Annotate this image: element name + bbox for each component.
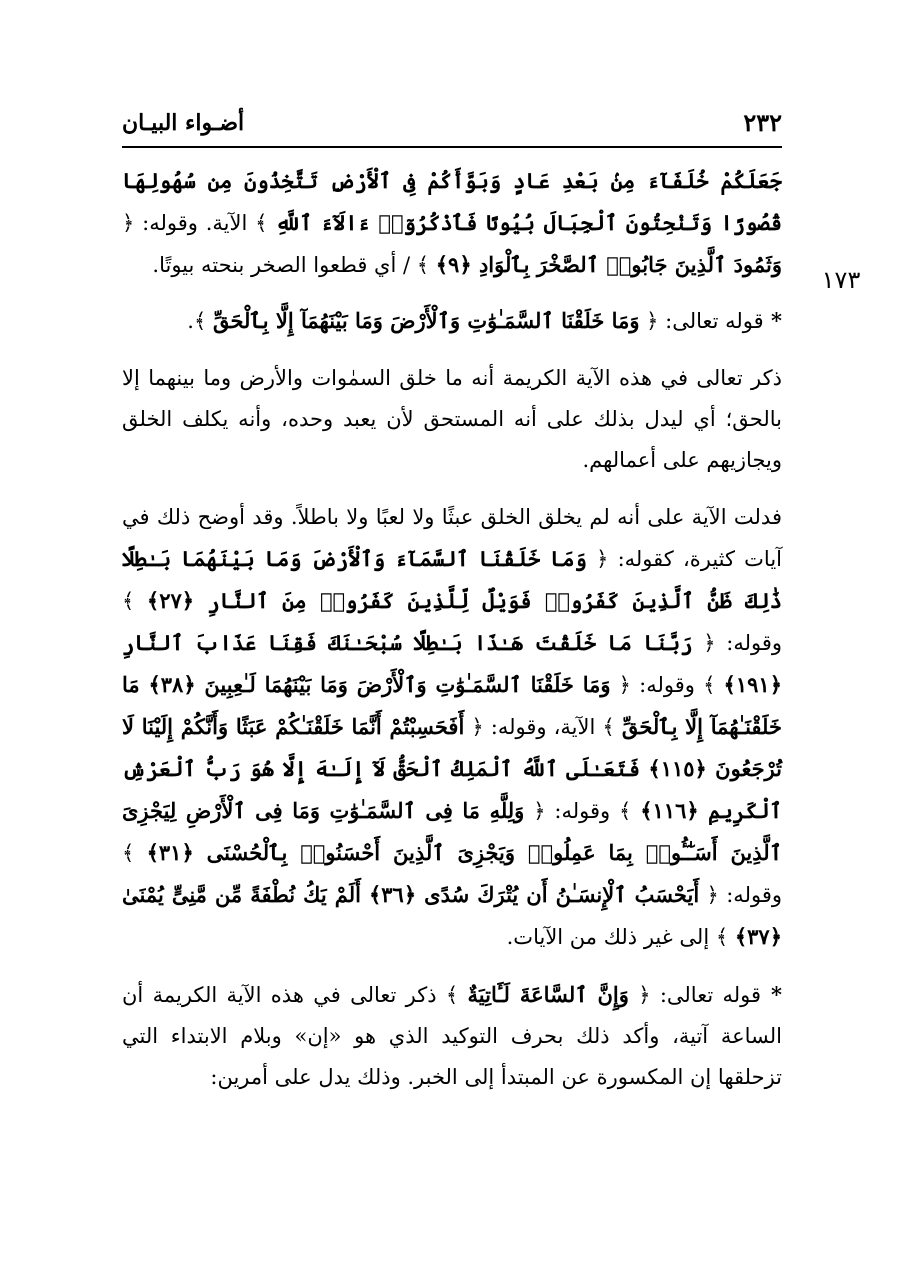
quran-verse: وَمَا خَلَقْنَا ٱلسَّمَـٰوَٰتِ وَٱلْأَرْضَ وَمَا بَيْنَهُمَآ إِلَّا بِٱلْحَقِّ bbox=[212, 308, 640, 333]
quran-verse: وَإِنَّ ٱلسَّاعَةَ لَـَٔاتِيَةٌ bbox=[467, 982, 629, 1007]
page-body bbox=[122, 160, 782, 1114]
commentary-text: ﴾ وقوله: ﴿ bbox=[524, 799, 641, 823]
quran-verse: أَيَحْسَبُ ٱلْإِنسَـٰنُ أَن يُتْرَكَ سُدًى ﴿٣٦﴾ أَلَمْ يَكُ نُطْفَةً مِّن مَّنِىٍّ يُمْنَىٰ ﴿٣٧﴾ bbox=[122, 882, 782, 949]
commentary-text: ﴾ إلى غير ذلك من الآيات. bbox=[506, 925, 735, 949]
quran-verse: وَمَا خَلَقْنَا ٱلسَّمَـٰوَٰتِ وَٱلْأَرْضَ وَمَا بَيْنَهُمَا لَـٰعِبِينَ ﴿٣٨﴾ مَا خَلَقْنَـٰهُمَآ إِلَّا بِٱلْحَقِّ bbox=[122, 672, 782, 739]
book-title: أضـواء البيـان bbox=[122, 110, 245, 136]
quran-verse: وَثَمُودَ ٱلَّذِينَ جَابُوا۟ ٱلصَّخْرَ بِٱلْوَادِ ﴿٩﴾ bbox=[435, 252, 782, 277]
commentary-text: ذكر تعالى في هذه الآية الكريمة أنه ما خلق السمٰوات والأرض وما بينهما إلا بالحق؛ أي ليدل بذلك على أنه المستحق لأن يعبد وحده، وأنه يكلف الخلق ويجازيهم على أعمالهم. bbox=[122, 366, 782, 472]
commentary-text: قوله تعالى: ﴿ bbox=[628, 983, 762, 1007]
margin-page-reference: ١٧٣ bbox=[821, 266, 861, 294]
quran-verse: رَبَّنَا مَا خَلَقْتَ هَـٰذَا بَـٰطِلًا سُبْحَـٰنَكَ فَقِنَا عَذَابَ ٱلنَّارِ ﴿١٩١﴾ bbox=[122, 630, 783, 697]
paragraph bbox=[122, 358, 782, 481]
quran-verse: وَلِلَّهِ مَا فِى ٱلسَّمَـٰوَٰتِ وَمَا فِى ٱلْأَرْضِ لِيَجْزِىَ ٱلَّذِينَ أَسَـٰٓـُٔوا۟ بِمَا عَمِلُوا۟ وَيَجْزِىَ ٱلَّذِينَ أَحْسَنُوا۟ بِٱلْحُسْنَى ﴿٣١﴾ bbox=[122, 798, 782, 865]
commentary-text: ﴾ ذكر تعالى في هذه الآية الكريمة أن الساعة آتية، وأكد ذلك بحرف التوكيد الذي هو «إن» وبلام الابتداء التي تزحلقها إن المكسورة عن المبتدأ إلى الخبر. وذلك يدل على أمرين: bbox=[122, 983, 782, 1089]
paragraph bbox=[122, 160, 782, 286]
page-number: ٢٣٢ bbox=[743, 108, 782, 137]
paragraph bbox=[122, 300, 782, 342]
commentary-text: ﴾ وقوله: ﴿ bbox=[122, 589, 783, 655]
commentary-text: فدلت الآية على أنه لم يخلق الخلق عبثًا ولا لعبًا ولا باطلاً. وقد أوضح ذلك في آيات كثيرة، كقوله: ﴿ bbox=[122, 505, 783, 571]
commentary-text: ﴾. bbox=[187, 309, 213, 333]
quran-verse: أَفَحَسِبْتُمْ أَنَّمَا خَلَقْنَـٰكُمْ عَبَثًا وَأَنَّكُمْ إِلَيْنَا لَا تُرْجَعُونَ ﴿١١٥﴾ فَتَعَـٰلَى ٱللَّهُ ٱلْمَلِكُ ٱلْحَقُّ لَآ إِلَـٰهَ إِلَّا هُوَ رَبُّ ٱلْعَرْشِ ٱلْكَرِيمِ ﴿١١٦﴾ bbox=[122, 714, 783, 823]
quran-verse: وَمَا خَلَقْنَا ٱلسَّمَآءَ وَٱلْأَرْضَ وَمَا بَيْنَهُمَا بَـٰطِلًا ذَٰلِكَ ظَنُّ ٱلَّذِينَ كَفَرُوا۟ فَوَيْلٌ لِّلَّذِينَ كَفَرُوا۟ مِنَ ٱلنَّارِ ﴿٢٧﴾ bbox=[122, 546, 783, 613]
section-marker: * bbox=[763, 308, 782, 333]
paragraph bbox=[122, 974, 782, 1098]
commentary-text: ﴾ الآية، وقوله: ﴿ bbox=[464, 715, 622, 739]
commentary-text: ﴾ وقوله: ﴿ bbox=[122, 841, 782, 907]
section-marker: * bbox=[761, 982, 782, 1007]
page-header bbox=[122, 104, 782, 148]
commentary-text: ﴾ / أي قطعوا الصخر بنحته بيوتًا. bbox=[152, 253, 436, 277]
commentary-text: قوله تعالى: ﴿ bbox=[639, 309, 764, 333]
quran-verse: جَعَلَكُمْ خُلَفَآءَ مِنۢ بَعْدِ عَادٍ وَبَوَّأَكُمْ فِى ٱلْأَرْضِ تَتَّخِذُونَ مِن سُهُولِهَا قُصُورًا وَتَنْحِتُونَ ٱلْجِبَالَ بُيُوتًا فَٱذْكُرُوٓا۟ ءَالَآءَ ٱللَّهِ bbox=[122, 168, 783, 235]
commentary-text: ﴾ وقوله: ﴿ bbox=[610, 673, 724, 697]
commentary-text: ﴾ الآية. وقوله: ﴿ bbox=[122, 211, 276, 235]
paragraph bbox=[122, 497, 782, 958]
